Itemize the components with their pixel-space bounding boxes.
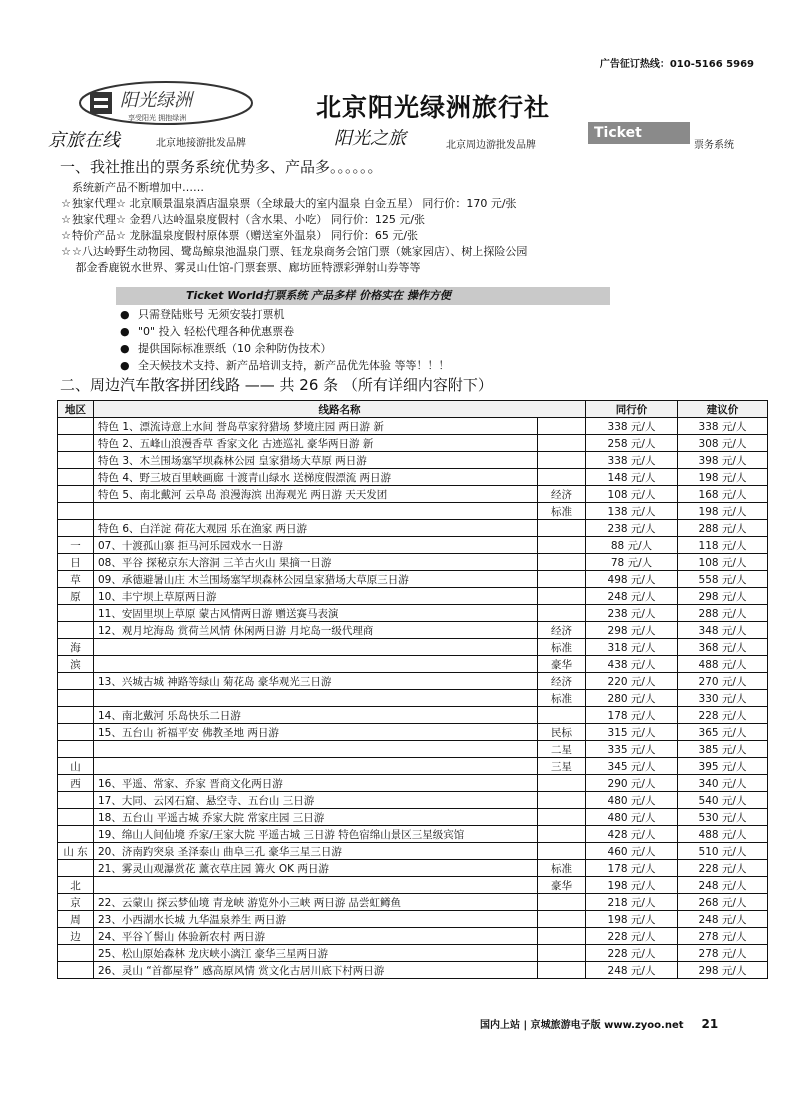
peer-price-cell: 498 元/人	[586, 571, 678, 588]
brand-jinglv-online: 京旅在线	[48, 130, 120, 151]
route-cell: 19、绵山人间仙境 乔家/王家大院 平遥古城 三日游 特色宿绵山景区三星级宾馆	[94, 826, 538, 843]
list-item: ☆☆八达岭野生动物园、鹭岛鲸泉池温泉门票、钰龙泉商务会馆门票（姚家园店）、树上探险公园	[61, 245, 528, 258]
route-cell: 特色 6、白洋淀 荷花大观园 乐在渔家 两日游	[94, 520, 538, 537]
peer-price-cell: 298 元/人	[586, 622, 678, 639]
table-row	[58, 707, 768, 724]
ticket-product-list	[60, 180, 760, 276]
table-row	[58, 571, 768, 588]
table-row	[58, 469, 768, 486]
peer-price-cell: 428 元/人	[586, 826, 678, 843]
ticket-world-banner: Ticket World打票系统 产品多样 价格实在 操作方便	[116, 287, 610, 305]
suggested-price-cell: 308 元/人	[678, 435, 768, 452]
table-row	[58, 843, 768, 860]
route-cell: 20、济南趵突泉 圣泽泰山 曲阜三孔 豪华三星三日游	[94, 843, 538, 860]
suggested-price-cell: 340 元/人	[678, 775, 768, 792]
section-heading-routes: 二、周边汽车散客拼团线路 —— 共 26 条 （所有详细内容附下）	[60, 376, 493, 394]
route-cell: 特色 2、五峰山浪漫香草 香家文化 古迹巡礼 豪华两日游 新	[94, 435, 538, 452]
header-route: 线路名称	[94, 401, 586, 418]
region-cell	[58, 741, 94, 758]
peer-price-cell: 460 元/人	[586, 843, 678, 860]
suggested-price-cell: 288 元/人	[678, 605, 768, 622]
page-title: 北京阳光绿洲旅行社	[316, 93, 551, 122]
peer-price-cell: 338 元/人	[586, 452, 678, 469]
peer-price-cell: 198 元/人	[586, 877, 678, 894]
grade-cell	[538, 537, 586, 554]
brand-row	[48, 120, 760, 150]
list-item: 系统新产品不断增加中……	[72, 181, 204, 194]
grade-cell: 标准	[538, 503, 586, 520]
peer-price-cell: 238 元/人	[586, 605, 678, 622]
grade-cell	[538, 418, 586, 435]
grade-cell	[538, 928, 586, 945]
route-cell: 特色 1、漂流诗意上水间 誉岛草家狩猎场 梦境庄园 两日游 新	[94, 418, 538, 435]
route-cell	[94, 741, 538, 758]
grade-cell: 三星	[538, 758, 586, 775]
table-row	[58, 537, 768, 554]
peer-price-cell: 78 元/人	[586, 554, 678, 571]
route-cell: 特色 5、南北戴河 云阜岛 浪漫海滨 出海观光 两日游 天天发团	[94, 486, 538, 503]
grade-cell	[538, 707, 586, 724]
route-price-table	[57, 400, 768, 979]
region-cell	[58, 860, 94, 877]
bullet-icon: ●	[120, 359, 130, 372]
table-row	[58, 945, 768, 962]
region-cell	[58, 435, 94, 452]
peer-price-cell: 178 元/人	[586, 707, 678, 724]
grade-cell	[538, 809, 586, 826]
route-cell: 26、灵山 “首都屋脊” 感高原风情 赏文化古居川底下村两日游	[94, 962, 538, 979]
suggested-price-cell: 268 元/人	[678, 894, 768, 911]
route-cell: 24、平谷丫髻山 体验新农村 两日游	[94, 928, 538, 945]
table-row	[58, 758, 768, 775]
grade-cell: 标准	[538, 690, 586, 707]
peer-price-cell: 438 元/人	[586, 656, 678, 673]
grade-cell: 标准	[538, 639, 586, 656]
region-cell	[58, 962, 94, 979]
grade-cell	[538, 911, 586, 928]
region-cell: 滨	[58, 656, 94, 673]
route-cell: 14、南北戴河 乐岛快乐二日游	[94, 707, 538, 724]
region-cell: 原	[58, 588, 94, 605]
suggested-price-cell: 338 元/人	[678, 418, 768, 435]
suggested-price-cell: 488 元/人	[678, 826, 768, 843]
grade-cell: 经济	[538, 673, 586, 690]
route-cell: 17、大同、云冈石窟、悬空寺、五台山 三日游	[94, 792, 538, 809]
route-cell: 08、平谷 探秘京东大溶洞 三羊古火山 果摘一日游	[94, 554, 538, 571]
suggested-price-cell: 330 元/人	[678, 690, 768, 707]
suggested-price-cell: 530 元/人	[678, 809, 768, 826]
ad-hotline: 广告征订热线：010-5166 5969	[599, 59, 754, 70]
list-item: ● "0" 投入 轻松代理各种优惠票卷	[120, 325, 295, 338]
header-suggested-price: 建议价	[678, 401, 768, 418]
table-row	[58, 775, 768, 792]
section-heading-ticketing: 一、我社推出的票务系统优势多、产品多。。。。。。	[60, 158, 383, 176]
table-row	[58, 826, 768, 843]
page-footer	[480, 1016, 718, 1031]
region-cell	[58, 690, 94, 707]
region-cell	[58, 945, 94, 962]
suggested-price-cell: 248 元/人	[678, 911, 768, 928]
grade-cell: 民标	[538, 724, 586, 741]
region-cell	[58, 503, 94, 520]
peer-price-cell: 238 元/人	[586, 520, 678, 537]
ticket-world-logo: Ticket	[588, 122, 690, 144]
suggested-price-cell: 278 元/人	[678, 928, 768, 945]
region-cell: 海	[58, 639, 94, 656]
region-cell: 周	[58, 911, 94, 928]
peer-price-cell: 218 元/人	[586, 894, 678, 911]
list-item: ☆独家代理☆ 北京顺景温泉酒店温泉票（全球最大的室内温泉 白金五星） 同行价：170 元/张	[61, 197, 517, 210]
peer-price-cell: 138 元/人	[586, 503, 678, 520]
region-cell	[58, 452, 94, 469]
table-row	[58, 656, 768, 673]
peer-price-cell: 480 元/人	[586, 792, 678, 809]
peer-price-cell: 108 元/人	[586, 486, 678, 503]
logo-slogan: 享受阳光 拥抱绿洲	[128, 114, 187, 122]
suggested-price-cell: 248 元/人	[678, 877, 768, 894]
route-cell: 13、兴城古城 神路等绿山 菊花岛 豪华观光三日游	[94, 673, 538, 690]
region-cell	[58, 826, 94, 843]
table-row	[58, 418, 768, 435]
grade-cell	[538, 894, 586, 911]
grade-cell	[538, 571, 586, 588]
peer-price-cell: 220 元/人	[586, 673, 678, 690]
header-peer-price: 同行价	[586, 401, 678, 418]
table-row	[58, 911, 768, 928]
route-cell: 12、观月坨海岛 赏荷兰风情 休闲两日游 月坨岛一级代理商	[94, 622, 538, 639]
peer-price-cell: 198 元/人	[586, 911, 678, 928]
peer-price-cell: 248 元/人	[586, 588, 678, 605]
table-row	[58, 503, 768, 520]
route-cell	[94, 503, 538, 520]
peer-price-cell: 345 元/人	[586, 758, 678, 775]
suggested-price-cell: 348 元/人	[678, 622, 768, 639]
table-row	[58, 809, 768, 826]
table-row	[58, 554, 768, 571]
brand-jinglv-caption: 北京地接游批发品牌	[156, 138, 246, 149]
suggested-price-cell: 198 元/人	[678, 503, 768, 520]
table-row	[58, 877, 768, 894]
route-cell: 22、云蒙山 探云梦仙境 青龙峡 游览外小三峡 两日游 品尝虹鳟鱼	[94, 894, 538, 911]
suggested-price-cell: 270 元/人	[678, 673, 768, 690]
bullet-icon: ●	[120, 342, 130, 355]
route-cell	[94, 877, 538, 894]
suggested-price-cell: 198 元/人	[678, 469, 768, 486]
ticket-system-caption: 票务系统	[694, 140, 734, 151]
region-cell: 山	[58, 758, 94, 775]
route-cell: 16、平遥、常家、乔家 晋商文化两日游	[94, 775, 538, 792]
route-cell: 21、雾灵山观瀑赏花 薰衣草庄园 篝火 OK 两日游	[94, 860, 538, 877]
grade-cell	[538, 605, 586, 622]
suggested-price-cell: 298 元/人	[678, 588, 768, 605]
table-row	[58, 724, 768, 741]
list-item: ● 提供国际标准票纸（10 余种防伪技术）	[120, 342, 332, 355]
suggested-price-cell: 288 元/人	[678, 520, 768, 537]
peer-price-cell: 335 元/人	[586, 741, 678, 758]
suggested-price-cell: 108 元/人	[678, 554, 768, 571]
table-row	[58, 741, 768, 758]
list-item: 都金香鹿锐水世界、雾灵山仕馆-门票套票、廊坊匝特漂彩弹射山券等等	[72, 261, 421, 274]
grade-cell	[538, 435, 586, 452]
peer-price-cell: 88 元/人	[586, 537, 678, 554]
suggested-price-cell: 118 元/人	[678, 537, 768, 554]
region-cell: 一	[58, 537, 94, 554]
peer-price-cell: 315 元/人	[586, 724, 678, 741]
bullet-icon: ●	[120, 308, 130, 321]
suggested-price-cell: 168 元/人	[678, 486, 768, 503]
table-row	[58, 486, 768, 503]
region-cell: 日	[58, 554, 94, 571]
peer-price-cell: 280 元/人	[586, 690, 678, 707]
region-cell	[58, 605, 94, 622]
grade-cell: 经济	[538, 622, 586, 639]
ticket-world-features	[120, 306, 450, 374]
table-row	[58, 520, 768, 537]
route-cell: 07、十渡孤山寨 拒马河乐园戏水一日游	[94, 537, 538, 554]
route-cell: 09、承德避暑山庄 木兰围场塞罕坝森林公园皇家猎场大草原三日游	[94, 571, 538, 588]
suggested-price-cell: 488 元/人	[678, 656, 768, 673]
grade-cell	[538, 843, 586, 860]
grade-cell	[538, 588, 586, 605]
peer-price-cell: 148 元/人	[586, 469, 678, 486]
suggested-price-cell: 278 元/人	[678, 945, 768, 962]
grade-cell	[538, 452, 586, 469]
grade-cell	[538, 469, 586, 486]
brand-sunshine-tour: 阳光之旅	[334, 128, 406, 149]
region-cell: 京	[58, 894, 94, 911]
region-cell: 北	[58, 877, 94, 894]
grade-cell	[538, 945, 586, 962]
suggested-price-cell: 385 元/人	[678, 741, 768, 758]
route-cell: 特色 3、木兰围场塞罕坝森林公园 皇家猎场大草原 两日游	[94, 452, 538, 469]
peer-price-cell: 178 元/人	[586, 860, 678, 877]
route-cell: 18、五台山 平遥古城 乔家大院 常家庄园 三日游	[94, 809, 538, 826]
region-cell: 草	[58, 571, 94, 588]
suggested-price-cell: 365 元/人	[678, 724, 768, 741]
suggested-price-cell: 395 元/人	[678, 758, 768, 775]
list-item: ● 只需登陆账号 无须安装打票机	[120, 308, 285, 321]
grade-cell: 二星	[538, 741, 586, 758]
region-cell: 山 东	[58, 843, 94, 860]
region-cell	[58, 792, 94, 809]
peer-price-cell: 248 元/人	[586, 962, 678, 979]
grade-cell: 标准	[538, 860, 586, 877]
suggested-price-cell: 540 元/人	[678, 792, 768, 809]
table-row	[58, 962, 768, 979]
grade-cell: 豪华	[538, 656, 586, 673]
suggested-price-cell: 558 元/人	[678, 571, 768, 588]
grade-cell	[538, 554, 586, 571]
route-cell	[94, 758, 538, 775]
table-row	[58, 673, 768, 690]
suggested-price-cell: 368 元/人	[678, 639, 768, 656]
suggested-price-cell: 510 元/人	[678, 843, 768, 860]
grade-cell	[538, 792, 586, 809]
peer-price-cell: 338 元/人	[586, 418, 678, 435]
region-cell	[58, 520, 94, 537]
region-cell	[58, 724, 94, 741]
table-row	[58, 860, 768, 877]
grade-cell: 豪华	[538, 877, 586, 894]
peer-price-cell: 258 元/人	[586, 435, 678, 452]
grade-cell: 经济	[538, 486, 586, 503]
header-region: 地区	[58, 401, 94, 418]
table-row	[58, 622, 768, 639]
peer-price-cell: 228 元/人	[586, 945, 678, 962]
suggested-price-cell: 228 元/人	[678, 860, 768, 877]
route-cell: 23、小西湖水长城 九华温泉养生 两日游	[94, 911, 538, 928]
grade-cell	[538, 826, 586, 843]
region-cell	[58, 707, 94, 724]
peer-price-cell: 480 元/人	[586, 809, 678, 826]
route-cell	[94, 639, 538, 656]
bullet-icon: ●	[120, 325, 130, 338]
region-cell: 边	[58, 928, 94, 945]
brand-sunshine-caption: 北京周边游批发品牌	[446, 140, 536, 151]
route-cell: 15、五台山 祈福平安 佛教圣地 两日游	[94, 724, 538, 741]
table-row	[58, 435, 768, 452]
table-row	[58, 792, 768, 809]
table-row	[58, 894, 768, 911]
peer-price-cell: 318 元/人	[586, 639, 678, 656]
route-cell: 11、安固里坝上草原 蒙古风情两日游 赠送赛马表演	[94, 605, 538, 622]
suggested-price-cell: 298 元/人	[678, 962, 768, 979]
footer-text: 国内上站 | 京城旅游电子版 www.zyoo.net	[480, 1020, 684, 1031]
route-cell: 25、松山原始森林 龙庆峡小漓江 豪华三星两日游	[94, 945, 538, 962]
table-row	[58, 639, 768, 656]
suggested-price-cell: 398 元/人	[678, 452, 768, 469]
table-row	[58, 452, 768, 469]
list-item: ☆特价产品☆ 龙脉温泉度假村原体票（赠送室外温泉） 同行价：65 元/张	[61, 229, 419, 242]
suggested-price-cell: 228 元/人	[678, 707, 768, 724]
route-cell: 特色 4、野三坡百里峡画廊 十渡青山绿水 送梯度假漂流 两日游	[94, 469, 538, 486]
logo-name: 阳光绿洲	[120, 90, 192, 111]
table-row	[58, 588, 768, 605]
page-number: 21	[701, 1017, 719, 1031]
peer-price-cell: 228 元/人	[586, 928, 678, 945]
list-item: ☆独家代理☆ 金碧八达岭温泉度假村（含水果、小吃） 同行价：125 元/张	[61, 213, 426, 226]
route-cell: 10、丰宁坝上草原两日游	[94, 588, 538, 605]
list-item: ● 全天候技术支持、新产品培训支持，新产品优先体验 等等！！！	[120, 359, 450, 372]
grade-cell	[538, 520, 586, 537]
region-cell	[58, 418, 94, 435]
route-cell	[94, 656, 538, 673]
region-cell	[58, 469, 94, 486]
grade-cell	[538, 775, 586, 792]
table-row	[58, 928, 768, 945]
region-cell	[58, 673, 94, 690]
region-cell: 西	[58, 775, 94, 792]
grade-cell	[538, 962, 586, 979]
table-row	[58, 690, 768, 707]
region-cell	[58, 486, 94, 503]
peer-price-cell: 290 元/人	[586, 775, 678, 792]
table-header-row	[58, 401, 768, 418]
route-cell	[94, 690, 538, 707]
region-cell	[58, 622, 94, 639]
region-cell	[58, 809, 94, 826]
table-row	[58, 605, 768, 622]
